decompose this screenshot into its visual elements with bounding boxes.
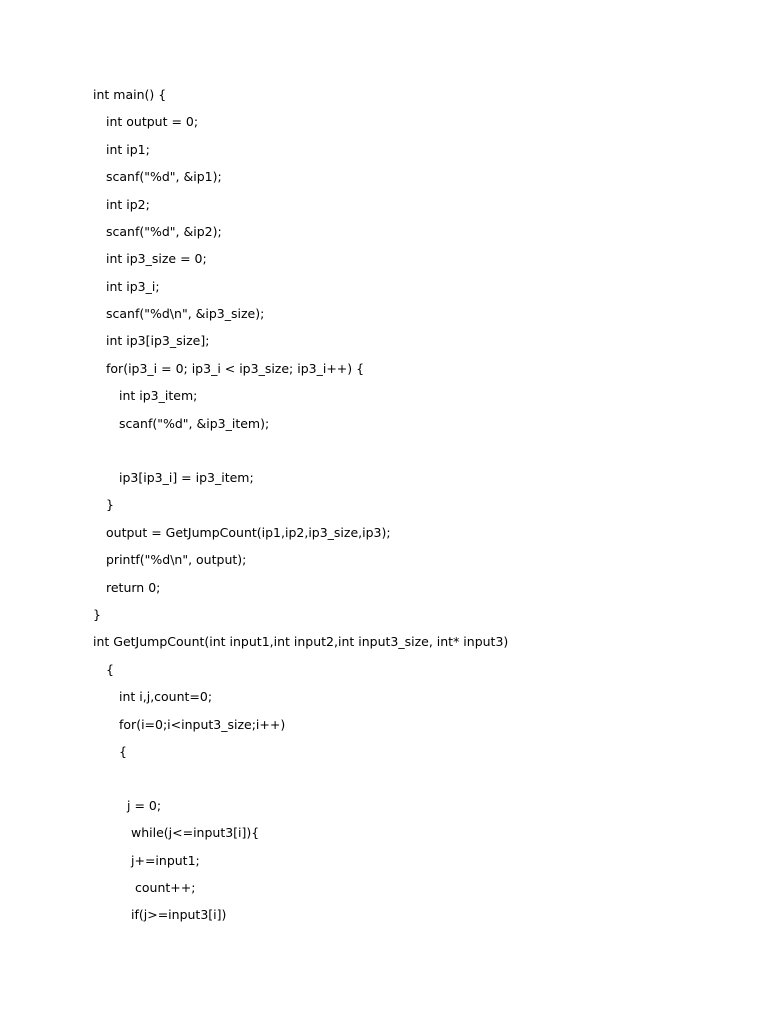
code-line: int ip3_i; xyxy=(106,279,160,294)
code-line: int ip3_size = 0; xyxy=(106,251,207,266)
code-line: while(j<=input3[i]){ xyxy=(131,825,260,840)
code-line: printf("%d\n", output); xyxy=(106,552,247,567)
code-line: scanf("%d\n", &ip3_size); xyxy=(106,306,265,321)
code-line: { xyxy=(119,744,127,759)
code-line: for(i=0;i<input3_size;i++) xyxy=(119,717,286,732)
code-line: { xyxy=(106,662,114,677)
code-line: output = GetJumpCount(ip1,ip2,ip3_size,ip3); xyxy=(106,525,391,540)
code-line: } xyxy=(93,607,101,622)
code-line: int ip1; xyxy=(106,142,150,157)
code-line: for(ip3_i = 0; ip3_i < ip3_size; ip3_i++) { xyxy=(106,361,365,376)
code-line: int GetJumpCount(int input1,int input2,int input3_size, int* input3) xyxy=(93,634,509,649)
code-line: } xyxy=(106,497,114,512)
code-line: count++; xyxy=(135,880,196,895)
code-line: j = 0; xyxy=(127,798,162,813)
code-line: scanf("%d", &ip1); xyxy=(106,169,222,184)
code-line: scanf("%d", &ip3_item); xyxy=(119,416,270,431)
code-line: scanf("%d", &ip2); xyxy=(106,224,222,239)
code-line: return 0; xyxy=(106,580,161,595)
code-line: int ip3_item; xyxy=(119,388,198,403)
code-line: int ip3[ip3_size]; xyxy=(106,333,210,348)
code-line: int ip2; xyxy=(106,197,150,212)
code-line: ip3[ip3_i] = ip3_item; xyxy=(119,470,254,485)
code-line: int i,j,count=0; xyxy=(119,689,213,704)
code-line: int output = 0; xyxy=(106,114,199,129)
code-line: j+=input1; xyxy=(131,853,200,868)
code-line: if(j>=input3[i]) xyxy=(131,907,227,922)
code-line: int main() { xyxy=(93,87,167,102)
